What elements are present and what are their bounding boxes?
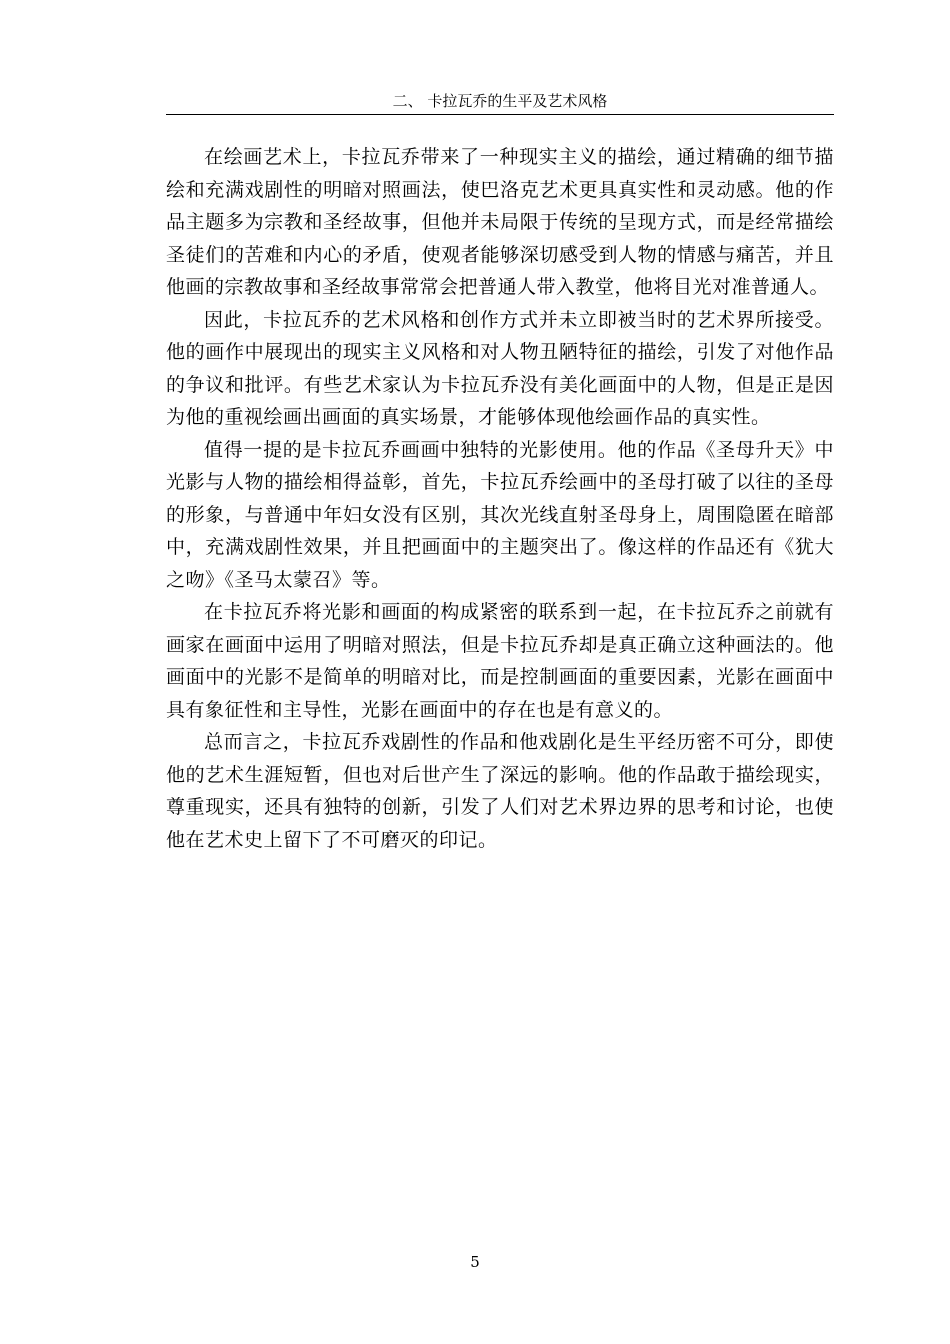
paragraph: 因此，卡拉瓦乔的艺术风格和创作方式并未立即被当时的艺术界所接受。他的画作中展现出的现实主义风格和对人物丑陋特征的描绘，引发了对他作品的争议和批评。有些艺术家认为卡拉瓦乔没有美化画面中的人物，但是正是因为他的重视绘画出画面的真实场景，才能够体现他绘画作品的真实性。 xyxy=(166,308,834,428)
page-number: 5 xyxy=(470,1253,480,1271)
paragraph: 总而言之，卡拉瓦乔戏剧性的作品和他戏剧化是生平经历密不可分，即使他的艺术生涯短暂，但也对后世产生了深远的影响。他的作品敢于描绘现实，尊重现实，还具有独特的创新，引发了人们对艺术界边界的思考和讨论，也使他在艺术史上留下了不可磨灭的印记。 xyxy=(166,731,834,851)
page-header: 二、 卡拉瓦乔的生平及艺术风格 xyxy=(392,92,608,110)
paragraph: 在绘画艺术上，卡拉瓦乔带来了一种现实主义的描绘，通过精确的细节描绘和充满戏剧性的明暗对照画法，使巴洛克艺术更具真实性和灵动感。他的作品主题多为宗教和圣经故事，但他并未局限于传统的呈现方式，而是经常描绘圣徒们的苦难和内心的矛盾，使观者能够深切感受到人物的情感与痛苦，并且他画的宗教故事和圣经故事常常会把普通人带入教堂，他将目光对准普通人。 xyxy=(166,146,834,298)
body-text xyxy=(166,141,834,856)
header-divider xyxy=(166,114,834,115)
paragraph: 值得一提的是卡拉瓦乔画画中独特的光影使用。他的作品《圣母升天》中光影与人物的描绘相得益彰，首先，卡拉瓦乔绘画中的圣母打破了以往的圣母的形象，与普通中年妇女没有区别，其次光线直射圣母身上，周围隐匿在暗部中，充满戏剧性效果，并且把画面中的主题突出了。像这样的作品还有《犹大之吻》《圣马太蒙召》等。 xyxy=(166,438,834,591)
paragraph: 在卡拉瓦乔将光影和画面的构成紧密的联系到一起，在卡拉瓦乔之前就有画家在画面中运用了明暗对照法，但是卡拉瓦乔却是真正确立这种画法的。他画面中的光影不是简单的明暗对比，而是控制画面的重要因素，光影在画面中具有象征性和主导性，光影在画面中的存在也是有意义的。 xyxy=(166,601,834,721)
